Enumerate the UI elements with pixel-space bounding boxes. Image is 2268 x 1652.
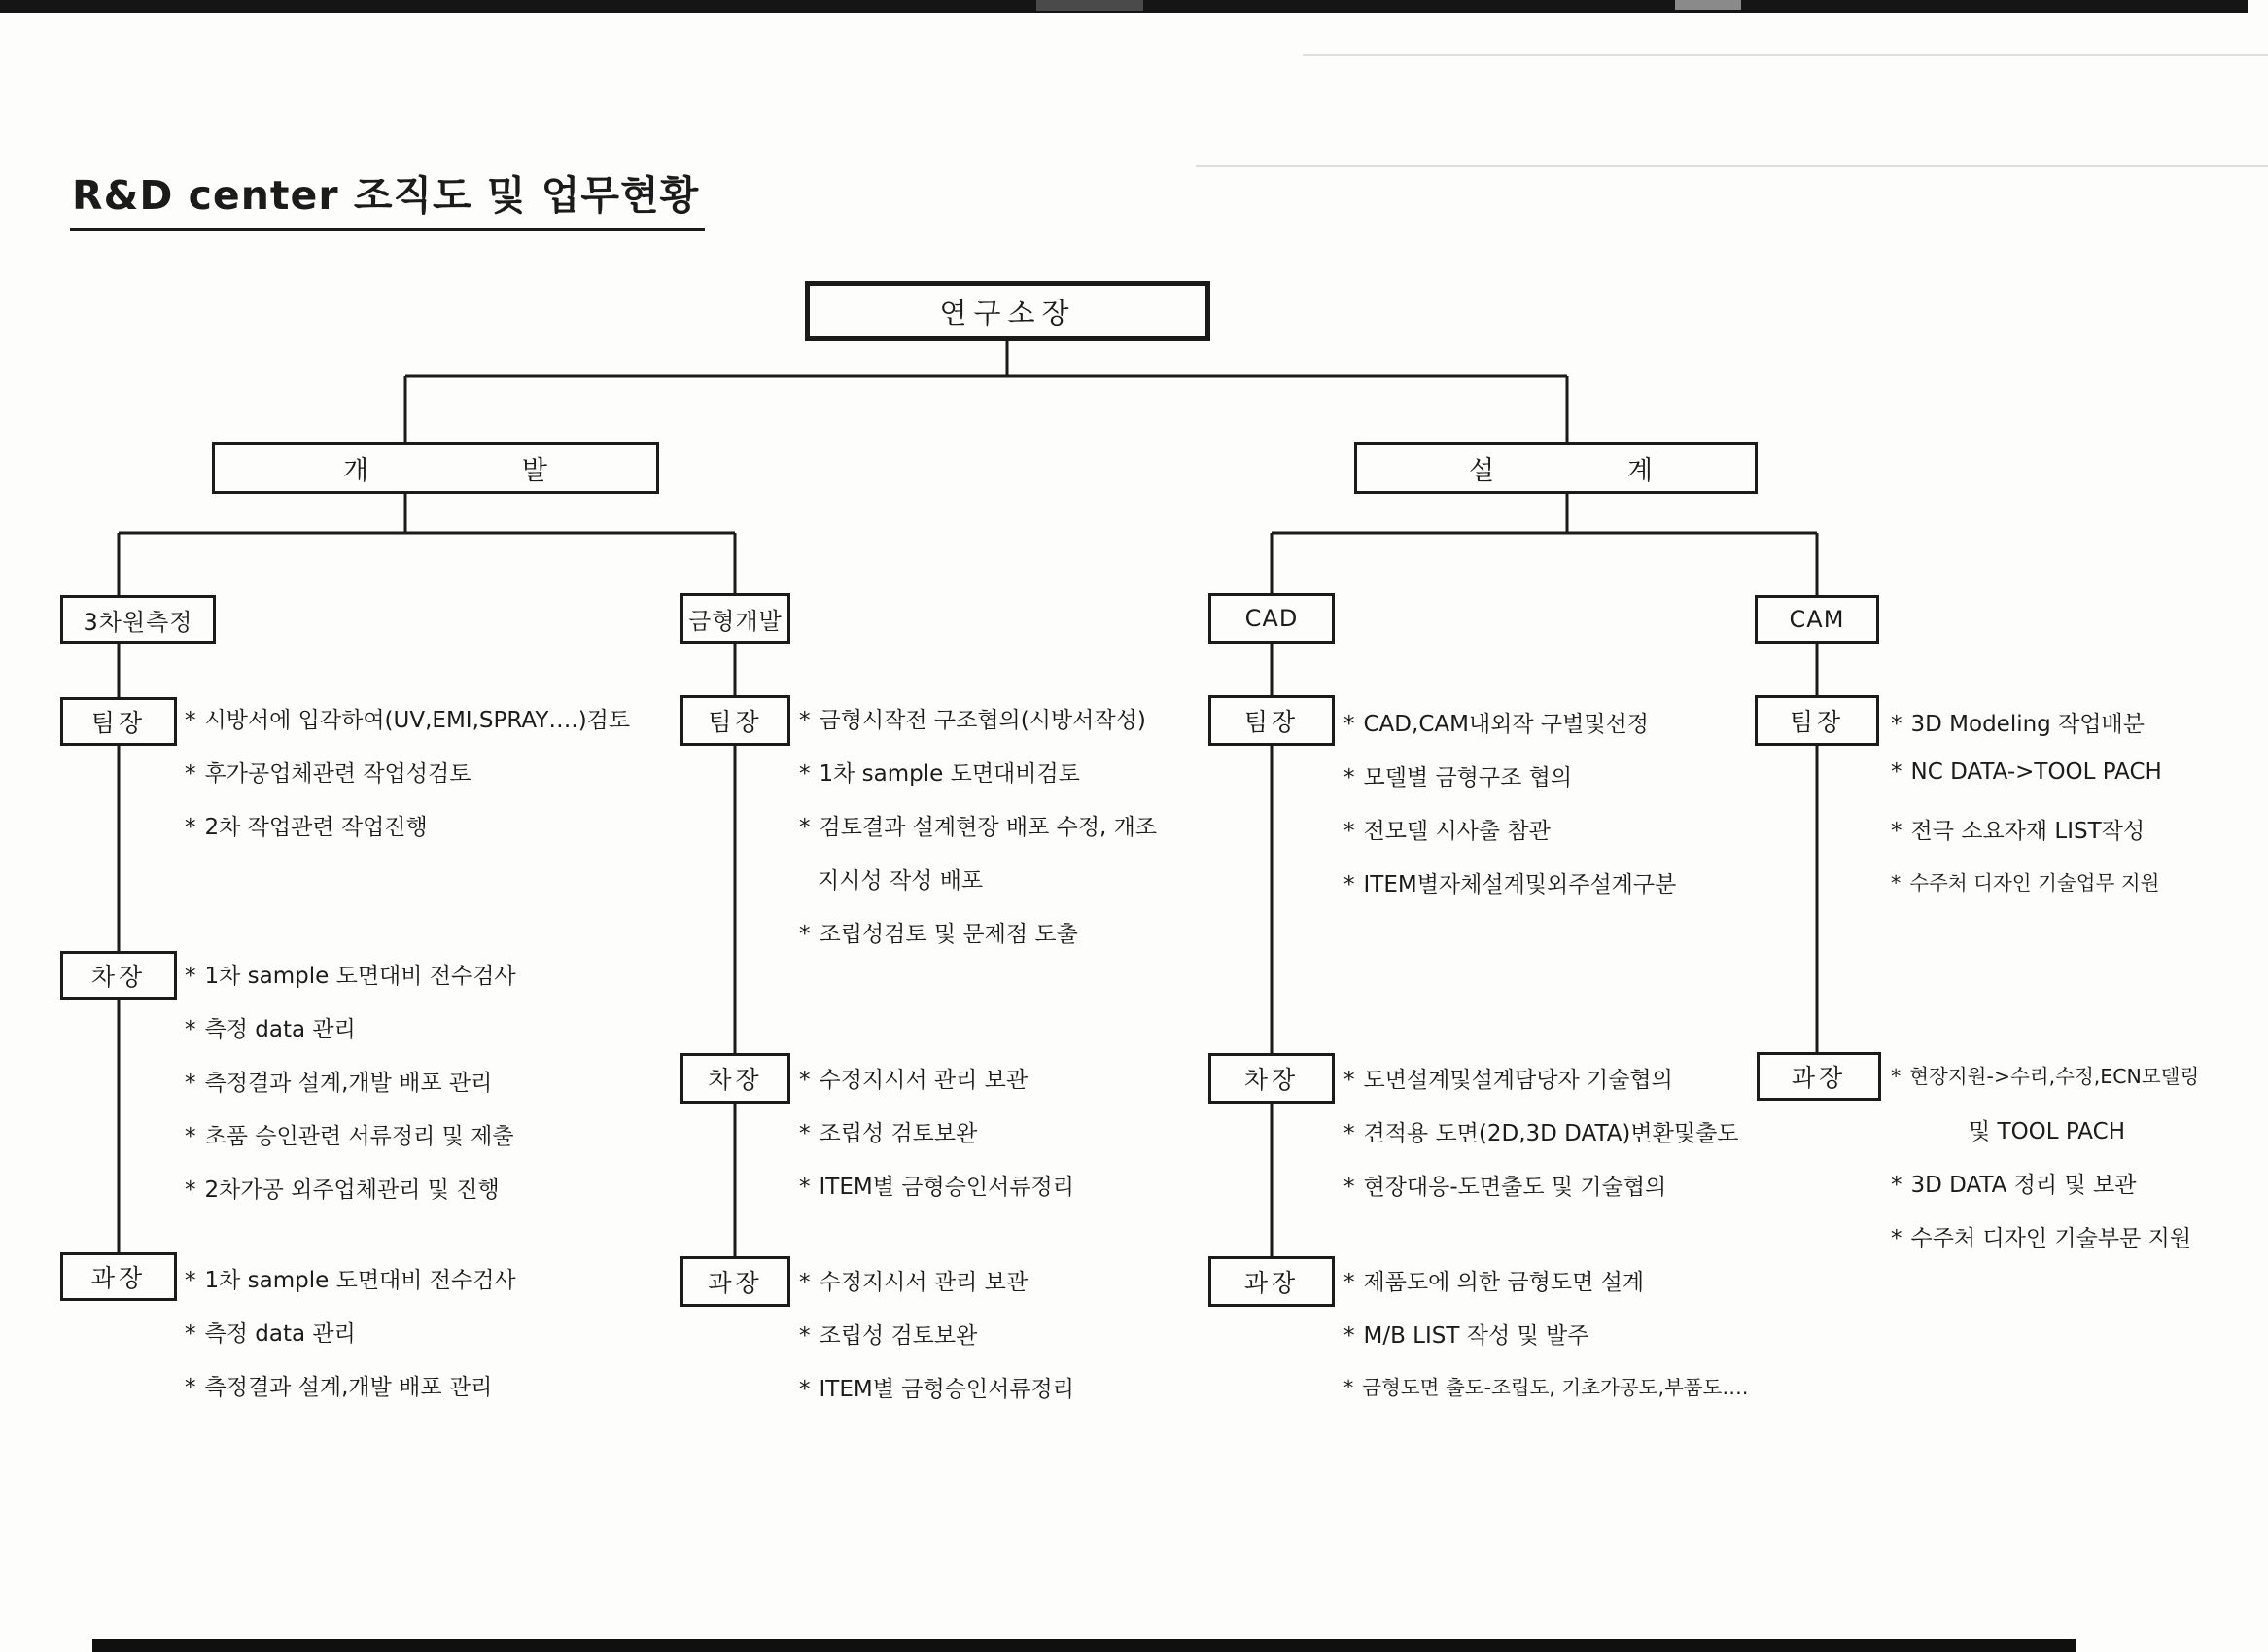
bullet-asterisk: *: [1343, 1270, 1355, 1295]
bullet-item: [1891, 759, 2162, 813]
branch-box-development: [212, 442, 659, 494]
duties-col3-section-chief: [1343, 1264, 1748, 1424]
bullet-asterisk: *: [799, 1068, 811, 1093]
role-label: 팀장: [708, 708, 763, 736]
page-title: R&D center 조직도 및 업무현황: [70, 163, 705, 231]
bullet-text: 금형시작전 구조협의(시방서작성): [819, 708, 1146, 733]
branch-label-development: [215, 449, 656, 487]
role-box-col1-team-leader: [60, 697, 177, 746]
bullet-asterisk: *: [1343, 765, 1355, 791]
bullet-text: 3D DATA 정리 및 보관: [1910, 1173, 2137, 1198]
bullet-text: 3D Modeling 작업배분: [1910, 712, 2145, 737]
bullet-asterisk: *: [1891, 1173, 1902, 1198]
bullet-item: [799, 1318, 1074, 1371]
branch-label-design: [1357, 449, 1755, 487]
bullet-asterisk: *: [799, 761, 811, 787]
bullet-item: [185, 756, 630, 809]
bullet-text: 수주처 디자인 기술부문 지원: [1910, 1226, 2192, 1251]
bullet-item: [1891, 1220, 2199, 1274]
branch-char: 설: [1469, 456, 1495, 486]
bullet-item: [185, 1316, 516, 1369]
bullet-item: [185, 1172, 516, 1225]
role-label: 과장: [90, 1264, 147, 1292]
bullet-asterisk: *: [185, 761, 196, 787]
bullet-continuation-line: [799, 862, 1157, 916]
bullet-text: ITEM별 금형승인서류정리: [819, 1175, 1074, 1200]
bullet-asterisk: *: [799, 1121, 811, 1146]
dept-label: CAM: [1789, 606, 1845, 633]
bullet-text: 전극 소요자재 LIST작성: [1910, 819, 2146, 844]
bullet-text: 현장대응-도면출도 및 기술협의: [1363, 1175, 1667, 1200]
bullet-asterisk: *: [1343, 1175, 1355, 1200]
bullet-text: 도면설계및설계담당자 기술협의: [1363, 1068, 1673, 1093]
bullet-item: [1891, 1167, 2199, 1220]
bullet-asterisk: *: [1891, 1226, 1902, 1251]
bullet-text: 금형도면 출도-조립도, 기초가공도,부품도….: [1362, 1376, 1749, 1399]
bullet-item: [1891, 866, 2162, 920]
bullet-asterisk: *: [1891, 759, 1902, 785]
bullet-text: 현장지원->수리,수정,ECN모델링: [1909, 1065, 2200, 1088]
bullet-item: [185, 1369, 516, 1423]
duties-col1-section-chief: [185, 1262, 516, 1423]
bullet-text: 측정결과 설계,개발 배포 관리: [204, 1375, 493, 1400]
role-box-col4-section-chief: [1757, 1052, 1881, 1101]
role-box-col1-section-chief: [60, 1252, 177, 1301]
bullet-asterisk: *: [185, 815, 196, 840]
dept-box-3d-measurement: [60, 595, 216, 644]
bullet-text: 조립성 검토보완: [819, 1323, 978, 1349]
duties-col2-deputy-head: [799, 1062, 1074, 1222]
role-box-col1-deputy-head: [60, 951, 177, 1000]
root-label: 연구소장: [939, 296, 1076, 330]
bullet-asterisk: *: [1343, 819, 1355, 844]
bullet-item: [185, 1011, 516, 1065]
bullet-item: [799, 756, 1157, 809]
dept-box-cam: [1755, 595, 1879, 644]
bullet-item: [185, 1262, 516, 1316]
bullet-item: [799, 1062, 1074, 1115]
bullet-text: 측정결과 설계,개발 배포 관리: [204, 1071, 493, 1096]
bullet-asterisk: *: [799, 1175, 811, 1200]
dept-label: CAD: [1244, 605, 1299, 632]
bullet-text: 및 TOOL PACH: [1969, 1119, 2125, 1144]
branch-char: 발: [521, 456, 547, 486]
bullet-asterisk: *: [799, 815, 811, 840]
bullet-text: NC DATA->TOOL PACH: [1910, 759, 2162, 785]
bullet-text: CAD,CAM내외작 구별및선정: [1363, 712, 1650, 737]
bullet-asterisk: *: [185, 1375, 196, 1400]
bullet-item: [1343, 1115, 1739, 1169]
bullet-asterisk: *: [185, 1124, 196, 1149]
bullet-asterisk: *: [799, 708, 811, 733]
branch-box-design: [1354, 442, 1758, 494]
bullet-text: ITEM별 금형승인서류정리: [819, 1377, 1074, 1402]
bullet-text: 조립성 검토보완: [819, 1121, 978, 1146]
bullet-text: 지시성 작성 배포: [818, 868, 984, 894]
bullet-item: [1891, 1060, 2199, 1113]
role-label: 차장: [708, 1066, 763, 1094]
duties-col4-section-chief: [1891, 1060, 2199, 1274]
bullet-item: [185, 809, 630, 862]
bullet-item: [185, 702, 630, 756]
bullet-item: [1343, 1264, 1748, 1318]
bullet-asterisk: *: [185, 1268, 196, 1293]
branch-char: 계: [1626, 456, 1653, 486]
bullet-item: [799, 1264, 1074, 1318]
bullet-asterisk: *: [1343, 1068, 1355, 1093]
bullet-item: [1343, 1371, 1748, 1424]
bullet-continuation-line: [1891, 1113, 2199, 1167]
role-box-col2-team-leader: [680, 695, 790, 746]
bullet-item: [1343, 706, 1676, 759]
dept-label: 금형개발: [688, 607, 783, 635]
bullet-asterisk: *: [799, 1323, 811, 1349]
duties-col2-section-chief: [799, 1264, 1074, 1424]
bullet-item: [1343, 866, 1676, 920]
bullet-item: [185, 1065, 516, 1118]
bullet-text: 2차가공 외주업체관리 및 진행: [204, 1177, 500, 1203]
bullet-item: [1343, 813, 1676, 866]
role-box-col3-deputy-head: [1208, 1053, 1335, 1104]
duties-col2-team-leader: [799, 702, 1157, 969]
bullet-item: [799, 1169, 1074, 1222]
bullet-text: 1차 sample 도면대비 전수검사: [204, 964, 516, 989]
bullet-asterisk: *: [799, 1377, 811, 1402]
bullet-asterisk: *: [185, 964, 196, 989]
bullet-asterisk: *: [799, 1270, 811, 1295]
role-label: 과장: [1791, 1064, 1847, 1092]
bullet-text: 수주처 디자인 기술업무 지원: [1909, 871, 2160, 895]
bullet-text: 견적용 도면(2D,3D DATA)변환및출도: [1363, 1121, 1739, 1146]
bullet-item: [799, 1371, 1074, 1424]
role-label: 차장: [90, 963, 147, 991]
bullet-text: 수정지시서 관리 보관: [819, 1270, 1029, 1295]
bullet-text: 측정 data 관리: [204, 1321, 356, 1347]
bullet-asterisk: *: [1343, 1376, 1354, 1399]
root-box-research-director: [805, 281, 1210, 341]
duties-col3-team-leader: [1343, 706, 1676, 920]
bullet-item: [1891, 706, 2162, 759]
bullet-asterisk: *: [185, 1071, 196, 1096]
branch-char: 개: [343, 456, 369, 486]
duties-col4-team-leader: [1891, 706, 2162, 920]
duties-col1-team-leader: [185, 702, 630, 862]
bullet-asterisk: *: [1343, 872, 1355, 897]
bullet-text: ITEM별자체설계및외주설계구분: [1363, 872, 1677, 897]
bullet-text: 조립성검토 및 문제점 도출: [819, 922, 1078, 947]
bullet-text: 수정지시서 관리 보관: [819, 1068, 1029, 1093]
bullet-item: [799, 1115, 1074, 1169]
bullet-item: [185, 958, 516, 1011]
dept-label: 3차원측정: [83, 608, 193, 636]
role-box-col3-section-chief: [1208, 1256, 1335, 1307]
bullet-text: 1차 sample 도면대비검토: [819, 761, 1080, 787]
bullet-item: [1343, 759, 1676, 813]
role-label: 팀장: [1789, 708, 1845, 736]
bullet-asterisk: *: [1891, 819, 1902, 844]
bullet-item: [799, 702, 1157, 756]
bullet-item: [185, 1118, 516, 1172]
bullet-asterisk: *: [185, 1321, 196, 1347]
dept-box-cad: [1208, 593, 1335, 644]
bullet-item: [1891, 813, 2162, 866]
bullet-item: [799, 916, 1157, 969]
role-label: 차장: [1243, 1066, 1300, 1094]
role-label: 팀장: [90, 709, 147, 737]
bullet-text: 시방서에 입각하여(UV,EMI,SPRAY….)검토: [204, 708, 631, 733]
bullet-asterisk: *: [1891, 1065, 1902, 1088]
bullet-asterisk: *: [185, 708, 196, 733]
bullet-text: 측정 data 관리: [204, 1017, 356, 1042]
bullet-item: [1343, 1318, 1748, 1371]
role-label: 팀장: [1243, 708, 1300, 736]
role-box-col3-team-leader: [1208, 695, 1335, 746]
bullet-asterisk: *: [1343, 712, 1355, 737]
role-box-col2-deputy-head: [680, 1053, 790, 1104]
bullet-asterisk: *: [185, 1177, 196, 1203]
bullet-text: 초품 승인관련 서류정리 및 제출: [204, 1124, 514, 1149]
bullet-text: 1차 sample 도면대비 전수검사: [204, 1268, 516, 1293]
role-box-col4-team-leader: [1755, 695, 1879, 746]
bullet-text: 모델별 금형구조 협의: [1363, 765, 1573, 791]
bullet-asterisk: *: [1891, 712, 1902, 737]
role-box-col2-section-chief: [680, 1256, 790, 1307]
duties-col1-deputy-head: [185, 958, 516, 1225]
role-label: 과장: [708, 1269, 763, 1297]
bullet-text: 전모델 시사출 참관: [1363, 819, 1551, 844]
bullet-item: [1343, 1062, 1739, 1115]
bullet-asterisk: *: [185, 1017, 196, 1042]
dept-box-mold-development: [680, 593, 790, 644]
bullet-asterisk: *: [1343, 1121, 1355, 1146]
duties-col3-deputy-head: [1343, 1062, 1739, 1222]
bullet-asterisk: *: [1891, 871, 1902, 895]
role-label: 과장: [1243, 1269, 1300, 1297]
bullet-asterisk: *: [799, 922, 811, 947]
bullet-text: 2차 작업관련 작업진행: [204, 815, 428, 840]
bullet-asterisk: *: [1343, 1323, 1355, 1349]
bullet-text: 후가공업체관련 작업성검토: [204, 761, 471, 787]
bullet-text: M/B LIST 작성 및 발주: [1363, 1323, 1589, 1349]
bullet-item: [1343, 1169, 1739, 1222]
bullet-text: 검토결과 설계현장 배포 수정, 개조: [819, 815, 1158, 840]
bullet-item: [799, 809, 1157, 862]
bullet-text: 제품도에 의한 금형도면 설계: [1363, 1270, 1645, 1295]
